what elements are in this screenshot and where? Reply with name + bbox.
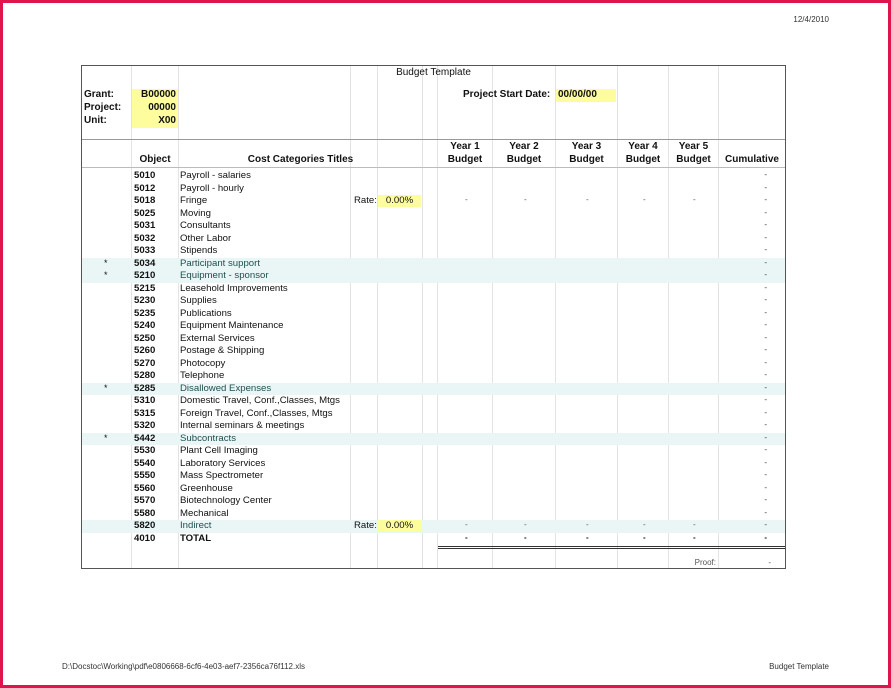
- row-object-code[interactable]: 5320: [134, 420, 156, 431]
- row-cumulative: -: [764, 532, 767, 542]
- row-category-title[interactable]: Other Labor: [180, 232, 232, 244]
- year-5-value[interactable]: -: [693, 195, 696, 204]
- table-row: [82, 270, 785, 283]
- row-object-code[interactable]: 5820: [134, 520, 156, 531]
- table-row: [82, 258, 785, 271]
- row-cumulative: -: [764, 295, 767, 304]
- table-row: [82, 445, 785, 458]
- row-category-title[interactable]: Postage & Shipping: [180, 345, 265, 356]
- row-category-title[interactable]: Greenhouse: [180, 482, 233, 494]
- table-row: [82, 483, 785, 496]
- table-row: [82, 195, 785, 208]
- row-object-code[interactable]: 5310: [134, 395, 156, 406]
- row-object-code[interactable]: 5033: [134, 245, 156, 256]
- row-object-code[interactable]: 5025: [134, 207, 156, 219]
- row-cumulative: -: [764, 320, 767, 329]
- row-cumulative: -: [764, 245, 767, 254]
- table-row: [82, 370, 785, 383]
- row-category-title[interactable]: Equipment - sponsor: [180, 270, 269, 281]
- row-cumulative: -: [764, 270, 767, 279]
- year-4-value[interactable]: -: [643, 195, 646, 204]
- sheet-title: Budget Template: [396, 67, 471, 78]
- row-cumulative: -: [764, 382, 767, 392]
- row-object-code[interactable]: 5240: [134, 320, 156, 331]
- row-object-code[interactable]: 5442: [134, 432, 156, 444]
- row-marker: *: [104, 382, 108, 393]
- row-object-code[interactable]: 5260: [134, 345, 156, 356]
- row-category-title[interactable]: Biotechnology Center: [180, 495, 272, 506]
- row-marker: *: [104, 270, 108, 280]
- row-category-title[interactable]: Supplies: [180, 295, 217, 306]
- row-cumulative: -: [764, 432, 767, 442]
- row-object-code[interactable]: 5034: [134, 257, 156, 269]
- row-cumulative: -: [764, 470, 767, 479]
- row-object-code[interactable]: 5018: [134, 195, 156, 206]
- row-category-title[interactable]: Subcontracts: [180, 432, 236, 444]
- row-category-title[interactable]: Photocopy: [180, 357, 226, 369]
- table-row: [82, 333, 785, 346]
- table-row: [82, 520, 785, 533]
- year-3-value[interactable]: -: [586, 532, 589, 542]
- row-cumulative: -: [764, 457, 767, 467]
- row-category-title[interactable]: Moving: [180, 207, 211, 219]
- year1-budget: Budget: [447, 154, 483, 165]
- year-2-value[interactable]: -: [524, 532, 527, 542]
- row-cumulative: -: [764, 257, 767, 267]
- rate-input[interactable]: 0.00%: [378, 195, 421, 207]
- row-marker: *: [104, 432, 108, 443]
- table-row: [82, 320, 785, 333]
- row-object-code[interactable]: 5270: [134, 357, 156, 369]
- row-category-title[interactable]: Mass Spectrometer: [180, 470, 264, 481]
- year2-header: Year 2: [509, 141, 539, 152]
- year-3-value[interactable]: -: [586, 195, 589, 204]
- row-cumulative: -: [764, 357, 767, 367]
- year-4-value[interactable]: -: [643, 520, 646, 529]
- table-row: [82, 383, 785, 396]
- row-object-code[interactable]: 5031: [134, 220, 156, 231]
- footer-title: Budget Template: [769, 662, 829, 671]
- row-category-title[interactable]: Payroll - salaries: [180, 170, 251, 181]
- year-1-value[interactable]: -: [465, 520, 468, 529]
- row-category-title[interactable]: Disallowed Expenses: [180, 382, 272, 394]
- row-object-code[interactable]: 5210: [134, 270, 156, 281]
- table-row: [82, 295, 785, 308]
- year-5-value[interactable]: -: [693, 520, 696, 529]
- rate-label: Rate:: [354, 195, 377, 206]
- table-row: [82, 395, 785, 408]
- row-object-code[interactable]: 5012: [134, 182, 156, 194]
- row-object-code[interactable]: 5550: [134, 470, 156, 481]
- object-header: Object: [139, 154, 171, 165]
- footer-file-path: D:\Docstoc\Working\pdf\e0806668-6cf6-4e03-aef7-2356ca76f112.xls: [62, 662, 305, 671]
- row-object-code[interactable]: 5315: [134, 407, 156, 419]
- table-row: [82, 308, 785, 321]
- row-cumulative: -: [764, 345, 767, 354]
- row-category-title[interactable]: Internal seminars & meetings: [180, 420, 305, 431]
- row-cumulative: -: [764, 370, 767, 379]
- rate-input[interactable]: 0.00%: [378, 520, 421, 532]
- row-category-title[interactable]: Publications: [180, 307, 232, 319]
- table-row: [82, 233, 785, 246]
- titles-header: Cost Categories Titles: [247, 154, 354, 165]
- row-cumulative: -: [764, 507, 767, 517]
- row-object-code[interactable]: 5230: [134, 295, 156, 306]
- row-cumulative: -: [764, 520, 767, 529]
- table-row: [82, 470, 785, 483]
- row-object-code[interactable]: 5540: [134, 457, 156, 469]
- grant-label: Grant:: [84, 89, 114, 100]
- row-category-title[interactable]: Mechanical: [180, 507, 229, 519]
- year-2-value[interactable]: -: [524, 195, 527, 204]
- table-row: [82, 533, 785, 546]
- table-row: [82, 208, 785, 221]
- year4-budget: Budget: [625, 154, 661, 165]
- table-row: [82, 508, 785, 521]
- row-object-code[interactable]: 5285: [134, 382, 156, 394]
- row-category-title[interactable]: Fringe: [180, 195, 208, 206]
- row-object-code[interactable]: 5580: [134, 507, 156, 519]
- row-cumulative: -: [764, 395, 767, 404]
- table-row: [82, 220, 785, 233]
- row-cumulative: -: [764, 220, 767, 229]
- row-category-title[interactable]: Laboratory Services: [180, 457, 266, 469]
- row-cumulative: -: [764, 170, 767, 179]
- row-cumulative: -: [764, 332, 767, 342]
- row-category-title[interactable]: Telephone: [180, 370, 225, 381]
- row-cumulative: -: [764, 407, 767, 417]
- row-cumulative: -: [764, 420, 767, 429]
- year-5-value[interactable]: -: [693, 532, 696, 542]
- row-category-title[interactable]: TOTAL: [180, 532, 212, 544]
- row-object-code[interactable]: 5250: [134, 332, 156, 344]
- row-cumulative: -: [764, 195, 767, 204]
- grant-value[interactable]: B00000: [132, 89, 178, 102]
- year-1-value[interactable]: -: [465, 532, 468, 542]
- table-row: [82, 345, 785, 358]
- rate-label: Rate:: [354, 520, 377, 531]
- table-row: [82, 420, 785, 433]
- row-object-code[interactable]: 5010: [134, 170, 156, 181]
- year5-header: Year 5: [678, 141, 709, 152]
- year4-header: Year 4: [628, 141, 658, 152]
- project-start-label: Project Start Date:: [463, 89, 551, 100]
- table-row: [82, 495, 785, 508]
- project-value[interactable]: 00000: [132, 102, 178, 115]
- row-category-title[interactable]: Equipment Maintenance: [180, 320, 284, 331]
- cumulative-header: Cumulative: [725, 154, 779, 165]
- project-label: Project:: [84, 102, 122, 113]
- year3-budget: Budget: [569, 154, 604, 165]
- row-category-title[interactable]: Plant Cell Imaging: [180, 445, 258, 456]
- project-start-value[interactable]: 00/00/00: [556, 89, 616, 102]
- header-date: 12/4/2010: [793, 15, 829, 24]
- year-1-value[interactable]: -: [465, 195, 468, 204]
- row-cumulative: -: [764, 182, 767, 192]
- year3-header: Year 3: [571, 141, 602, 152]
- year-2-value[interactable]: -: [524, 520, 527, 529]
- row-object-code[interactable]: 5560: [134, 482, 156, 494]
- unit-label: Unit:: [84, 115, 107, 126]
- table-row: [82, 458, 785, 471]
- year-4-value[interactable]: -: [643, 532, 646, 542]
- table-row: [82, 183, 785, 196]
- row-category-title[interactable]: Stipends: [180, 245, 218, 256]
- row-category-title[interactable]: External Services: [180, 332, 255, 344]
- budget-sheet: [81, 65, 786, 569]
- row-cumulative: -: [764, 445, 767, 454]
- proof-value: -: [768, 558, 771, 567]
- row-marker: *: [104, 257, 108, 268]
- row-category-title[interactable]: Payroll - hourly: [180, 182, 244, 194]
- row-object-code[interactable]: 5032: [134, 232, 156, 244]
- unit-value[interactable]: X00: [132, 115, 178, 128]
- year5-budget: Budget: [676, 154, 711, 165]
- table-row: [82, 358, 785, 371]
- row-category-title[interactable]: Consultants: [180, 220, 231, 231]
- row-object-code[interactable]: 5215: [134, 282, 156, 294]
- row-object-code[interactable]: 4010: [134, 532, 156, 544]
- row-object-code[interactable]: 5570: [134, 495, 156, 506]
- row-object-code[interactable]: 5530: [134, 445, 156, 456]
- year-3-value[interactable]: -: [586, 520, 589, 529]
- row-category-title[interactable]: Domestic Travel, Conf.,Classes, Mtgs: [180, 395, 340, 406]
- row-category-title[interactable]: Participant support: [180, 257, 260, 269]
- row-cumulative: -: [764, 282, 767, 292]
- table-row: [82, 283, 785, 296]
- year2-budget: Budget: [506, 154, 542, 165]
- row-category-title[interactable]: Indirect: [180, 520, 212, 531]
- table-row: [82, 433, 785, 446]
- row-object-code[interactable]: 5235: [134, 307, 156, 319]
- row-category-title[interactable]: Foreign Travel, Conf.,Classes, Mtgs: [180, 407, 333, 419]
- row-cumulative: -: [764, 495, 767, 504]
- table-row: [82, 245, 785, 258]
- row-object-code[interactable]: 5280: [134, 370, 156, 381]
- proof-label: Proof:: [694, 558, 716, 567]
- row-category-title[interactable]: Leasehold Improvements: [180, 282, 288, 294]
- row-cumulative: -: [764, 232, 767, 242]
- row-cumulative: -: [764, 482, 767, 492]
- table-row: [82, 170, 785, 183]
- year1-header: Year 1: [450, 141, 480, 152]
- table-row: [82, 408, 785, 421]
- row-cumulative: -: [764, 307, 767, 317]
- row-cumulative: -: [764, 207, 767, 217]
